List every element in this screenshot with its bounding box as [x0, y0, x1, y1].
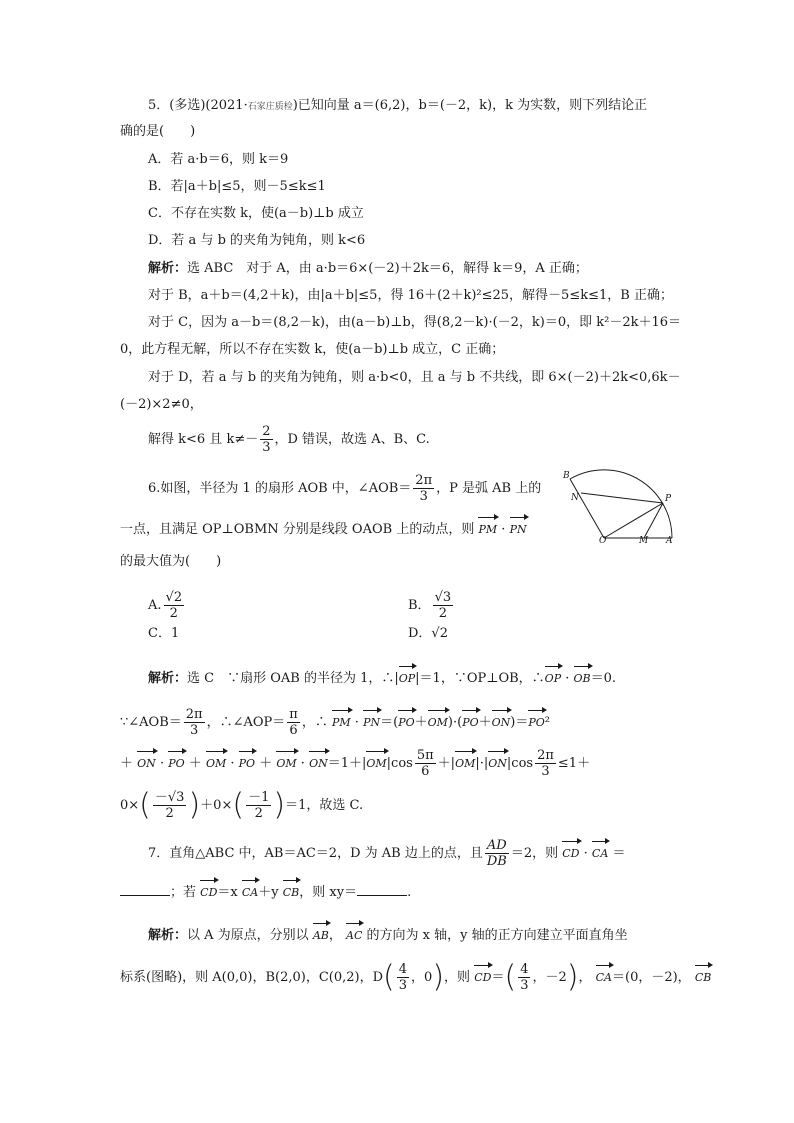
label-n: N — [571, 493, 579, 503]
vector-pm: PM — [478, 516, 497, 540]
vector-ca: CA — [242, 879, 258, 903]
q6-solution-line1: 解析：选 C ∵扇形 OAB 的半径为 1，∴|OP|＝1，∵OP⊥OB，∴OP · OB＝0. — [148, 665, 616, 689]
right-paren: ) — [432, 959, 445, 995]
q5-solution-line4: 0，此方程无解，所以不存在实数 k，使(a－b)⊥b 成立，C 正确； — [120, 342, 505, 357]
left-paren: ( — [232, 787, 245, 823]
right-paren: ) — [273, 787, 286, 823]
q6-option-d: D．√2 — [408, 626, 448, 641]
q5-option-b: B．若|a＋b|≤5，则－5≤k≤1 — [148, 179, 326, 194]
vector-cd: CD — [200, 879, 217, 903]
q5-solution-line5: 对于 D，若 a 与 b 的夹角为钝角，则 a·b<0，且 a 与 b 不共线，即 6×(－2)＋2k<0,6k－ — [148, 370, 681, 385]
q6-stem-line3: 的最大值为( ) — [120, 554, 222, 569]
fraction: $\frac{AD}{DB}$ — [486, 838, 507, 869]
segment-pn — [581, 493, 663, 503]
vector-ca: CA — [592, 840, 608, 864]
q5-solution-line1: 解析：选 ABC 对于 A，由 a·b＝6×(－2)＋2k＝6，解得 k＝9，A 正确； — [148, 261, 588, 276]
fraction: $\frac{2\pi}{3}$ — [185, 707, 203, 738]
fraction: $\frac{\pi}{6}$ — [289, 707, 298, 738]
label-m: M — [639, 536, 649, 545]
vector-on: ON — [137, 750, 156, 774]
segment-op — [604, 503, 663, 538]
left-paren: ( — [504, 959, 517, 995]
answer-blank[interactable] — [357, 883, 407, 896]
vector-on: ON — [488, 750, 507, 774]
fraction: $\frac{√2}{2}$ — [165, 590, 183, 621]
vector-po: PO — [398, 709, 414, 733]
q5-stem-line1: 5．(多选)(2021·石家庄质检)已知向量 a＝(6,2)，b＝(－2，k)，k 为实数，则下列结论正 — [148, 96, 647, 117]
vector-om: OM — [428, 709, 448, 733]
q5-solution-line3: 对于 C，因为 a－b＝(8,2－k)，由(a－b)⊥b，得(8,2－k)·(－2，k)＝0，即 k²－2k＋16＝ — [148, 315, 682, 330]
vector-pn: PN — [363, 709, 380, 733]
fraction: $\frac{2}{3}$ — [262, 424, 271, 455]
q6-option-c: C．1 — [148, 626, 180, 641]
vector-po: PO — [168, 750, 184, 774]
vector-po: PO — [239, 750, 255, 774]
fraction: $\frac{√3}{2}$ — [434, 590, 452, 621]
vector-om: OM — [206, 750, 226, 774]
vector-po: PO — [462, 709, 478, 733]
vector-cb: CB — [695, 964, 712, 988]
q5-stem-line2: 确的是( ) — [120, 124, 196, 139]
vector-op: OP — [399, 665, 415, 689]
vector-pn: PN — [510, 516, 527, 540]
vector-op: OP — [545, 665, 561, 689]
q6-option-a: A. $\frac{√2}{2}$ — [148, 590, 183, 621]
q5-solution-line7: 解得 k<6 且 k≠－ $\frac{2}{3}$ ，D 错误，故选 A、B、C. — [148, 424, 430, 455]
vector-om: OM — [276, 750, 296, 774]
q5-option-a: A．若 a·b＝6，则 k＝9 — [148, 152, 289, 167]
vector-cd: CD — [562, 840, 579, 864]
vector-po: PO — [528, 709, 544, 733]
q6-stem-line1: 6.如图，半径为 1 的扇形 AOB 中，∠AOB＝ $\frac{2\pi}{3}$ ，P 是弧 AB 上的 — [148, 473, 542, 504]
segment-ob — [570, 479, 604, 538]
q5-solution-line6: (－2)×2≠0， — [120, 397, 203, 412]
q6-option-b: B． $\frac{√3}{2}$ — [408, 590, 452, 621]
vector-on: ON — [492, 709, 511, 733]
vector-ca: CA — [596, 964, 612, 988]
vector-cd: CD — [474, 964, 491, 988]
vector-ob: OB — [574, 665, 591, 689]
fraction: $\frac{5\pi}{6}$ — [416, 748, 434, 779]
q7-stem-line2: ；若 CD＝x CA＋y CB，则 xy＝ . — [120, 879, 411, 903]
fraction: $\frac{4}{3}$ — [520, 962, 529, 993]
left-paren: ( — [383, 959, 395, 995]
right-paren: ) — [188, 787, 201, 823]
q5-option-c: C．不存在实数 k，使(a－b)⊥b 成立 — [148, 206, 364, 221]
vector-cb: CB — [283, 879, 300, 903]
vector-om: OM — [455, 750, 475, 774]
sector-figure — [560, 465, 680, 545]
source-stamp: 石家庄质检 — [247, 102, 293, 112]
vector-pm: PM — [332, 709, 351, 733]
fraction: $\frac{-1}{2}$ — [248, 790, 270, 821]
q7-solution-line1: 解析：以 A 为原点，分别以 AB， AC 的方向为 x 轴，y 轴的正方向建立平面直角坐 — [148, 922, 628, 946]
q5-solution-line2: 对于 B，a＋b＝(4,2＋k)，由|a＋b|≤5，得 16＋(2＋k)²≤25，解得－5≤k≤1，B 正确； — [148, 288, 673, 303]
q5-option-d: D．若 a 与 b 的夹角为钝角，则 k<6 — [148, 233, 366, 248]
q7-solution-line2: 标系(图略)，则 A(0,0)，B(2,0)，C(0,2)，D( $\frac{4}{3}$ ，0)，则 CD＝( $\frac{4}{3}$ ，－2)， CA＝(0，－2)， CB — [120, 959, 712, 995]
answer-blank[interactable] — [120, 883, 170, 896]
label-a: A — [666, 536, 673, 545]
fraction: $\frac{2\pi}{3}$ — [537, 748, 554, 779]
q6-solution-line2: ∵∠AOB＝ $\frac{2\pi}{3}$ ，∴∠AOP＝ $\frac{\pi}{6}$ ，∴ PM · PN＝(PO＋OM)·(PO＋ON)＝PO² — [120, 707, 550, 738]
q6-stem-line2: 一点，且满足 OP⊥OBMN 分别是线段 OAOB 上的动点，则 PM · PN — [120, 516, 527, 540]
vector-on: ON — [309, 750, 328, 774]
fraction: $\frac{4}{3}$ — [398, 962, 408, 993]
q7-stem-line1: 7．直角△ABC 中，AB＝AC＝2，D 为 AB 边上的点，且 $\frac{AD}{DB}$ ＝2，则 CD · CA ＝ — [148, 838, 626, 869]
vector-ac: AC — [346, 922, 362, 946]
q6-solution-line3: ＋ ON · PO ＋ OM · PO ＋ OM · ON＝1＋|OM|cos $\frac{5\pi}{6}$ ＋|OM|·|ON|cos $\frac{2\pi}{3}$ ≤1＋ — [120, 748, 591, 779]
right-paren: ) — [566, 959, 579, 995]
fraction: $\frac{2\pi}{3}$ — [415, 473, 433, 504]
label-b: B — [563, 471, 570, 481]
label-o: O — [599, 536, 607, 545]
left-paren: ( — [139, 787, 151, 823]
vector-om: OM — [366, 750, 386, 774]
label-p: P — [665, 494, 672, 504]
vector-ab: AB — [313, 922, 329, 946]
q6-solution-line4: 0×( $\frac{-√3}{2}$ )＋0×( $\frac{-1}{2}$ )＝1，故选 C. — [120, 787, 364, 823]
fraction: $\frac{-√3}{2}$ — [154, 790, 185, 821]
